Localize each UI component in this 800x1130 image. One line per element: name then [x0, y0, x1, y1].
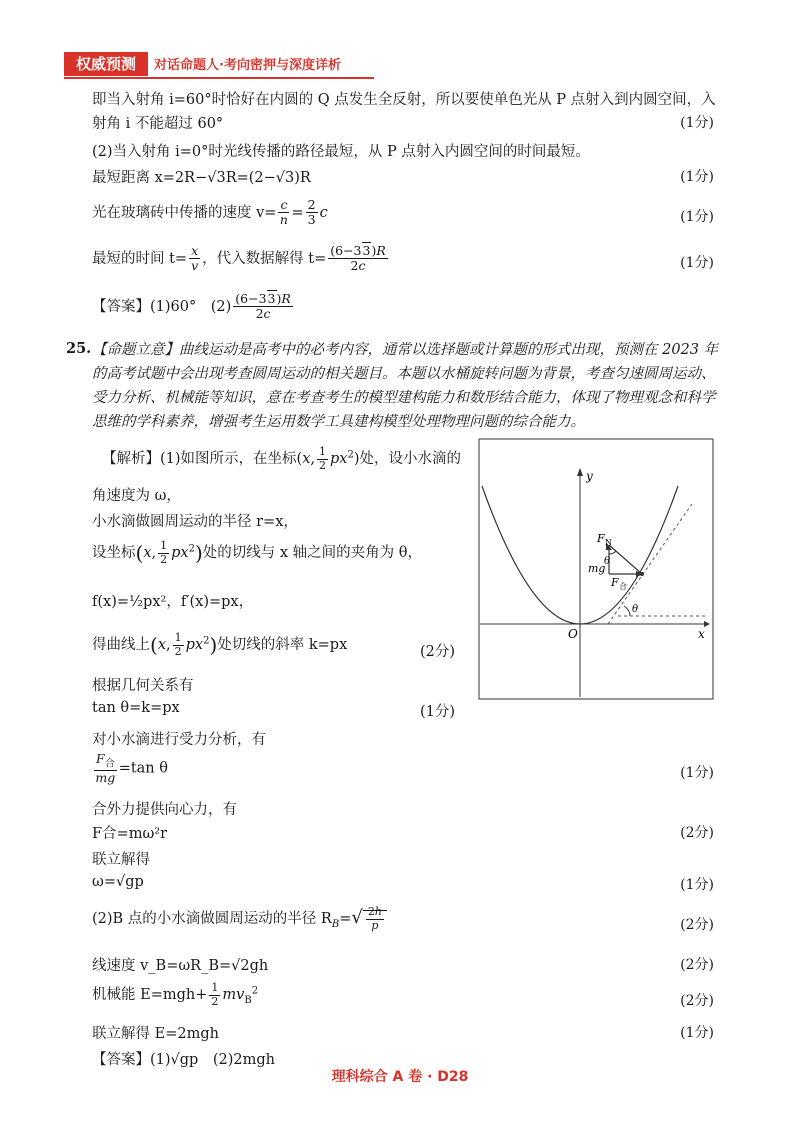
speed-text: 光在玻璃砖中传播的速度 v= [92, 204, 277, 221]
header-divider [64, 77, 374, 79]
label-fhe-sub: 合 [619, 582, 627, 591]
solution-line-15: (2)B 点的小水滴做圆周运动的半径 $R_B=√$ $\frac{2h}{p}$ [92, 906, 387, 932]
solution-line-7: 根据几何关系有 [92, 678, 194, 694]
label-fn: F [597, 532, 605, 545]
text-line-3: (2)当入射角 i=0°时光线传播的路径最短，从 P 点射入内圆空间的时间最短。 [92, 144, 590, 160]
y-axis-arrow [577, 468, 583, 476]
score-mark: (2分) [680, 917, 714, 933]
score-mark: (1分) [680, 1025, 714, 1041]
solution-line-18: 联立解得 E=2mgh [92, 1026, 219, 1042]
angle-arc [624, 606, 630, 616]
solution-line-2: 角速度为 ω， [92, 488, 181, 504]
score-mark: (1分) [680, 765, 714, 781]
label-fn-sub: N [605, 538, 612, 547]
score-mark: (2分) [680, 825, 714, 841]
time-text: 最短的时间 t= [92, 250, 188, 267]
fraction: $\frac{1}{2}$ [174, 631, 182, 658]
question-number: 25. [66, 340, 92, 357]
time-text-mid: ，代入数据解得 t= [202, 250, 327, 267]
solution-text: (2)B 点的小水滴做圆周运动的半径 R [92, 911, 332, 928]
fraction: $\frac{x}{v}$ [191, 243, 199, 274]
solution-line-16: 线速度 v_B=ωR_B=√2gh [92, 958, 269, 974]
label-x: x [698, 627, 705, 641]
solution-line-11: 合外力提供向心力，有 [92, 802, 237, 818]
fraction: $\frac{(6-33)R}{2c}$ [235, 291, 291, 322]
page-footer: 理科综合 A 卷 · D28 [331, 1069, 469, 1085]
score-mark: (2分) [420, 644, 456, 660]
solution-line-8: tan θ=k=px [92, 700, 180, 716]
header-title: 对话命题人·考向密押与深度详析 [154, 58, 341, 73]
label-origin: O [568, 627, 578, 641]
solution-line-17: 机械能 E=mgh+ $\frac{1}{2}$ $mv_B^2$ [92, 981, 259, 1008]
text-line-2: 射角 i 不能超过 60° [92, 116, 224, 132]
fraction: $\frac{c}{n}$ [279, 197, 288, 228]
solution-text: 处切线的斜率 k=px [217, 637, 348, 654]
parabola-figure [478, 438, 714, 700]
water-drop-point [640, 572, 644, 576]
solution-line-14: ω=√gp [92, 874, 144, 890]
label-fhe: F [611, 576, 619, 589]
fraction: $\frac{1}{2}$ [319, 445, 327, 472]
label-y: y [586, 469, 593, 483]
solution-text: =tan θ [118, 760, 168, 777]
normal-force-vector [609, 545, 642, 574]
score-mark: (1分) [420, 704, 456, 720]
solution-line-3: 小水滴做圆周运动的半径 r=x， [92, 514, 298, 530]
score-mark: (1分) [680, 877, 714, 893]
solution-line-13: 联立解得 [92, 852, 150, 868]
score-mark: (2分) [680, 957, 714, 973]
solution-line-6: 得曲线上(x, $\frac{1}{2}$ $px^2$)处切线的斜率 k=px [92, 631, 348, 658]
score-mark: (2分) [680, 993, 714, 1009]
solution-line-9: 对小水滴进行受力分析，有 [92, 732, 266, 748]
answer-1 [92, 292, 295, 322]
answer-2: 【答案】(1)√gp (2)2mgh [92, 1052, 275, 1068]
text-line-6 [92, 244, 390, 274]
text-line-5: 光在玻璃砖中传播的速度 v= $\frac{c}{n}$ = $\frac{2}{3}$ c [92, 197, 328, 228]
fraction: $\frac{2}{3}$ [307, 197, 316, 228]
fraction: $\frac{1}{2}$ [211, 981, 219, 1008]
solution-line-12: F合=mω²r [92, 826, 168, 842]
solution-text: 处的切线与 x 轴之间的夹角为 θ， [202, 545, 422, 562]
score-mark: (1分) [680, 255, 714, 271]
solution-text: 得曲线上 [92, 637, 150, 654]
tangent-line [608, 504, 692, 624]
solution-text: 【解析】(1)如图所示，在坐标 [102, 451, 297, 468]
text-line-4: 最短距离 x=2R−√3R=(2−√3)R [92, 170, 311, 186]
question-intent [92, 338, 720, 434]
solution-line-10 [92, 752, 168, 785]
label-theta-tangent: θ [632, 604, 639, 615]
solution-text: 处，设小水滴的 [359, 451, 462, 468]
fraction: $\frac{(6-33)R}{2c}$ [330, 243, 386, 274]
solution-line-4: 设坐标(x, $\frac{1}{2}$ $px^2$)处的切线与 x 轴之间的夹角为 θ， [92, 539, 422, 566]
solution-line-5: f(x)=½px²，f′(x)=px， [92, 594, 254, 610]
label-theta-force: θ [604, 556, 611, 567]
fraction: $\frac{2h}{p}$ [367, 905, 382, 932]
header-badge: 权威预测 [64, 52, 148, 76]
text-line-1: 即当入射角 i=60°时恰好在内圆的 Q 点发生全反射，所以要使单色光从 P 点射入到内圆空间，入 [92, 92, 716, 108]
question-intent-text: 【命题立意】曲线运动是高考中的必考内容，通常以选择题或计算题的形式出现，预测在 2023 年的高考试题中会出现考查圆周运动的相关题目。本题以水桶旋转问题为背景，考查匀速圆周运动、受力分析、机械能等知识，意在考查考生的模型建构能力和数形结合能力，体现了物理观念和科学思维的学科素养，增强考生运用数学工具建构模型处理物理问题的综合能力。 [92, 342, 719, 430]
force-angle-arc [609, 551, 616, 554]
score-mark: (1分) [680, 169, 714, 185]
x-axis-arrow [704, 621, 710, 627]
fraction: $\frac{1}{2}$ [160, 539, 168, 566]
solution-line-1: 【解析】(1)如图所示，在坐标(x, $\frac{1}{2}$ $px^2$)处，设小水滴的 [102, 445, 462, 472]
fraction: $\frac{F_合}{mg}$ [95, 751, 116, 785]
solution-text: 机械能 E=mgh+ [92, 987, 208, 1004]
label-mg: mg [588, 562, 606, 575]
answer-1-text: 【答案】(1)60° (2) [92, 298, 232, 315]
score-mark: (1分) [680, 209, 714, 225]
score-mark: (1分) [680, 115, 714, 131]
solution-text: 设坐标 [92, 545, 136, 562]
